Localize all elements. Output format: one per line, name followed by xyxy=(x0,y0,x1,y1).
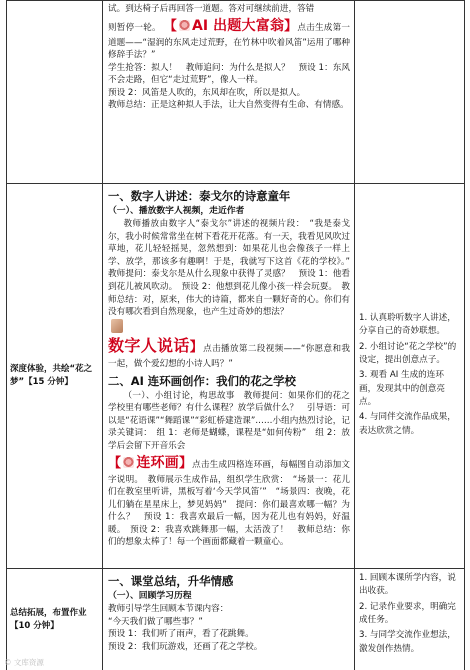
dialog-line: 预设 2：风笛是人吹的，东风却在吹，所以是拟人。 xyxy=(108,87,306,98)
lesson-plan-table xyxy=(6,0,465,670)
section-body: （一）、小组讨论，构思故事 教师提问：如果你们的花之学校里有哪些老师？有什么课程？放学后做什么？ 引导语：可以是“花语课”“舞蹈课”“彩虹桥建造课”……小组内热烈讨论，记录关键词： 组 1：老师是蝴蝶，课程是“如何传粉” 组 2：放学后会留下开音乐会 xyxy=(108,390,350,452)
student-activity-cell xyxy=(355,569,465,670)
list-item: 4. 与同伴交流作品成果，表达欣赏之情。 xyxy=(359,412,456,436)
activity-cell: 一、数字人讲述：泰戈尔的诗意童年 （一）、播放数字人视频，走近作者 教师播放由数字人“泰戈尔”讲述的视频片段： “我是泰戈尔，我小时候常常坐在树下看花开花落。有一天，我看见风吹过草地，花儿轻轻摇晃，忽然想到：如果花儿也会像孩子一样上学、放学，那该多有趣啊！于是，我就写下这首《花的学校》。” 教师提问：泰戈尔是从什么现象中获得了灵感？ 预设 1：他看到花儿被风吹动。 预设 2：他想到花儿像小孩一样会玩耍。 教师总结：对，原来，伟大的诗篇，都来自一颗好奇的心。你们有没有哪次看到自然现象，也产生过奇妙的想法？ 数字人说话】点击播放第二段视频——“你愿意和我一起，做个爱幻想的小诗人吗？” 二、AI 连环画创作：我们的花之学校 （一）、小组讨论，构思故事 教师提问：如果你们的花之学校里有哪些老师？有什么课程？放学后做什么？ 引导语：可以是“花语课”“舞蹈课”“彩虹桥建造课”……小组内热烈讨论，记录关键词： 组 1：老师是蝴蝶，课程是“如何传粉” 组 2：放学后会留下开音乐会 【 连环画】点击生成四格连环画，每幅图自动添加文字说明。 教师展示生成作品，组织学生欣赏： “场景一：花儿们在教室里听讲，黑板写着‘今天学风笛’” “场景四：夜晚，花儿们躺在星星床上，梦见妈妈” 提问：你们最喜欢哪一幅？为什么？ 预设 1：我喜欢最后一幅，因为花儿也有妈妈，好温暖。 预设 2：我喜欢跳舞那一幅，太活泼了！ 教师总结：你们的想象太棒了！每一个画面都藏着一颗童心。 xyxy=(103,184,355,569)
activity-cell: 试。到达椅子后再回答一道题。答对可继续前进，答错 则暂停一轮。 【 AI 出题大富翁】点击生成第一道题——“湿润的东风走过荒野，在竹林中吹着风笛”运用了哪种修辞手法？” 学生抢答：拟人！ 教师追问：为什么是拟人？ 预设 1：东风不会走路，但它“走过荒野”，像人一样。 预设 2：风笛是人吹的，东风却在吹，所以是拟人。 教师总结：正是这种拟人手法，让大自然变得有生命、有情感。 xyxy=(103,1,355,184)
table-row xyxy=(7,184,465,569)
ai-quiz-label: AI 出题大富翁 xyxy=(191,17,285,34)
list-item: 1. 回顾本课所学内容，说出收获。 xyxy=(359,573,456,597)
digital-human-label: 数字人说话 xyxy=(108,336,190,356)
stage-cell: 深度体验，共绘“花之梦”【15 分钟】 xyxy=(7,184,103,569)
game-rule-line: 试。到达椅子后再回答一道题。答对可继续前进，答错 xyxy=(108,4,315,14)
section-title: 一、数字人讲述：泰戈尔的诗意童年 xyxy=(108,189,291,203)
subsection-title: （一）、播放数字人视频，走近作者 xyxy=(108,206,245,217)
table-row xyxy=(7,569,465,670)
ai-quiz-icon xyxy=(179,20,190,31)
list-item: 3. 与同学交流作业想法，激发创作热情。 xyxy=(359,630,456,654)
comic-note: 点击生成四格连环画，每幅图自动添加文字说明。 教师展示生成作品，组织学生欣赏： “场景一：花儿们在教室里听讲，黑板写着‘今天学风笛’” “场景四：夜晚，花儿们躺在星星床上，梦见妈妈” 提问：你们最喜欢哪一幅？为什么？ 预设 1：我喜欢最后一幅，因为花儿也有妈妈，好温暖。 预设 2：我喜欢跳舞那一幅，太活泼了！ 教师总结：你们的想象太棒了！每一个画面都藏着一颗童心。 xyxy=(108,459,350,548)
comic-label: 连环画 xyxy=(136,454,179,471)
summary-line: 预设 2：我们玩游戏，还画了花之学校。 xyxy=(108,641,263,652)
list-item: 2. 记录作业要求，明确完成任务。 xyxy=(359,601,456,625)
dialog-line: 教师总结：正是这种拟人手法，让大自然变得有生命、有情感。 xyxy=(108,100,349,111)
section-title: 一、课堂总结，升华情感 xyxy=(108,574,234,588)
section-title: 二、AI 连环画创作：我们的花之学校 xyxy=(108,373,296,388)
watermark: © 文库资源 xyxy=(4,658,44,667)
list-item: 3. 观看 AI 生成的连环画，发现其中的创意亮点。 xyxy=(359,370,445,407)
student-activity-cell xyxy=(355,1,465,184)
digital-human-note: 点击播放第二段视频——“你愿意和我一起，做个爱幻想的小诗人吗？” xyxy=(108,344,350,370)
stage-cell: 总结拓展，布置作业【10 分钟】 xyxy=(7,569,103,670)
game-rule-line: 则暂停一轮。 xyxy=(108,22,161,33)
subsection-title: （一）、回顾学习历程 xyxy=(108,591,192,602)
summary-line: 预设 1：我们听了雨声，看了花跳舞。 xyxy=(108,629,254,640)
stage-cell xyxy=(7,1,103,184)
student-activity-cell xyxy=(355,184,465,569)
comic-icon xyxy=(123,457,134,468)
activity-cell xyxy=(103,569,355,670)
dialog-line: 学生抢答：拟人！ 教师追问：为什么是拟人？ 预设 1：东风不会走路，但它“走过荒野”，像人一样。 xyxy=(108,62,350,86)
digital-human-icon xyxy=(111,319,123,333)
summary-line: “今天我们做了哪些事？” xyxy=(108,616,203,627)
ai-quiz-note: 点击生成第一道题——“湿润的东风走过荒野，在竹林中吹着风笛”运用了哪种修辞手法？” xyxy=(108,22,350,61)
section-body: 教师播放由数字人“泰戈尔”讲述的视频片段： “我是泰戈尔，我小时候常常坐在树下看花开花落。有一天，我看见风吹过草地，花儿轻轻摇晃，忽然想到：如果花儿也会像孩子一样上学、放学，那该多有趣啊！于是，我就写下这首《花的学校》。” 教师提问：泰戈尔是从什么现象中获得了灵感？ 预设 1：他看到花儿被风吹动。 预设 2：他想到花儿像小孩一样会玩耍。 教师总结：对，原来，伟大的诗篇，都来自一颗好奇的心。你们有没有哪次看到自然现象，也产生过奇妙的想法？ xyxy=(108,219,359,318)
table-row xyxy=(7,1,465,184)
list-item: 2. 小组讨论“花之学校”的设定，提出创意点子。 xyxy=(359,341,457,366)
list-item: 1. 认真聆听数字人讲述，分享自己的奇妙联想。 xyxy=(359,313,456,337)
summary-line: 教师引导学生回顾本节课内容： xyxy=(108,604,229,615)
